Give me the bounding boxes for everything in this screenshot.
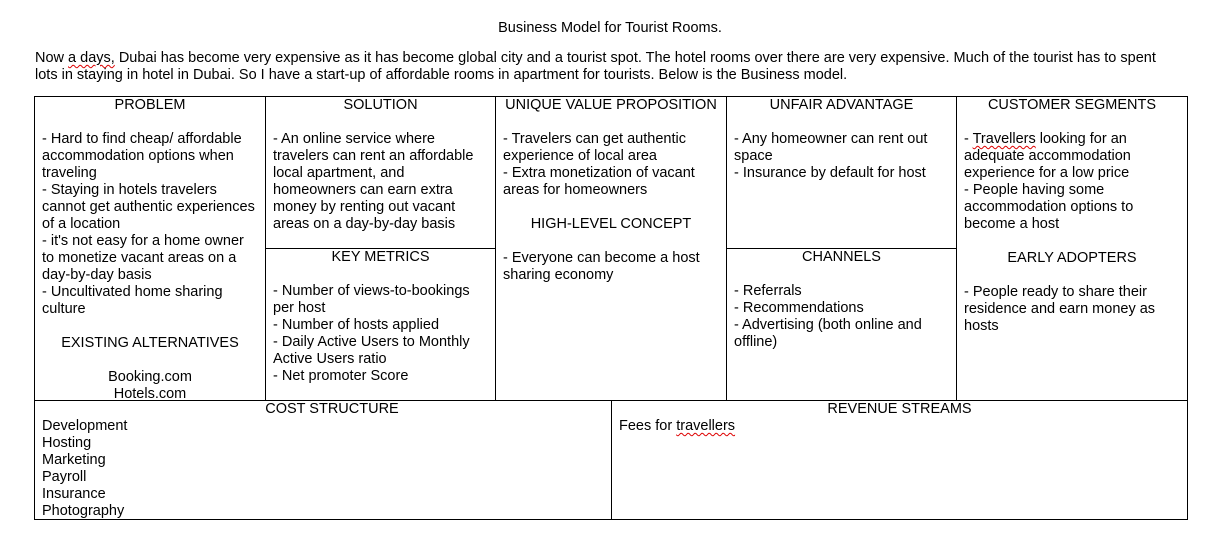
revenue-text: Fees for <box>619 418 677 434</box>
channels-line: offline) <box>734 334 778 350</box>
document-title: Business Model for Tourist Rooms. <box>498 20 722 36</box>
spellcheck-word: travellers <box>676 418 736 434</box>
segments-line: - People having some <box>964 182 1105 198</box>
key-metrics-header: KEY METRICS <box>331 249 430 265</box>
solution-line: areas on a day-by-day basis <box>273 216 456 232</box>
revenue-streams-cell <box>612 401 1187 435</box>
revenue-line <box>619 418 1180 435</box>
cost-item: Photography <box>42 503 125 519</box>
key-metrics-line: - Net promoter Score <box>273 368 409 384</box>
hlc-line: sharing economy <box>503 267 614 283</box>
unfair-advantage-header: UNFAIR ADVANTAGE <box>769 97 914 113</box>
cost-item: Payroll <box>42 469 87 485</box>
early-adopters-line: - People ready to share their <box>964 284 1147 300</box>
unfair-advantage-cell <box>727 97 956 182</box>
intro-text: Now <box>35 50 69 66</box>
segments-text: looking for an <box>1035 131 1127 147</box>
solution-line: - An online service where <box>273 131 435 147</box>
cost-item: Development <box>42 418 128 434</box>
problem-line: culture <box>42 301 86 317</box>
channels-line: - Recommendations <box>734 300 864 316</box>
unfair-line: - Insurance by default for host <box>734 165 926 181</box>
segments-line: become a host <box>964 216 1060 232</box>
key-metrics-line: - Number of views-to-bookings <box>273 283 470 299</box>
cost-structure-header: COST STRUCTURE <box>265 401 399 417</box>
intro-line-2: lots in staying in hotel in Dubai. So I have a start-up of affordable rooms in apartment for tourists. Below is the Business model. <box>35 67 848 83</box>
early-adopters-header: EARLY ADOPTERS <box>1007 250 1137 266</box>
solution-header: SOLUTION <box>343 97 418 113</box>
uvp-line: areas for homeowners <box>503 182 648 198</box>
key-metrics-line: - Number of hosts applied <box>273 317 440 333</box>
intro-text: Dubai has become very expensive as it has become global city and a tourist spot. The hotel rooms over there are very expensive. Much of the tourist has to spent <box>114 50 1156 66</box>
customer-segments-header: CUSTOMER SEGMENTS <box>987 97 1157 113</box>
spellcheck-word: Travellers <box>972 131 1036 147</box>
uvp-line: - Travelers can get authentic <box>503 131 686 147</box>
segments-text: - <box>964 131 973 147</box>
solution-line: money by renting out vacant <box>273 199 456 215</box>
customer-segments-cell <box>957 97 1187 335</box>
problem-line: of a location <box>42 216 121 232</box>
segments-line: adequate accommodation <box>964 148 1131 164</box>
alternative-item: Hotels.com <box>113 386 187 402</box>
channels-line: - Advertising (both online and <box>734 317 922 333</box>
early-adopters-line: residence and earn money as <box>964 301 1156 317</box>
uvp-line: - Extra monetization of vacant <box>503 165 695 181</box>
uvp-header: UNIQUE VALUE PROPOSITION <box>505 97 717 113</box>
key-metrics-line: Active Users ratio <box>273 351 387 367</box>
problem-line: accommodation options when <box>42 148 234 164</box>
unfair-line: - Any homeowner can rent out <box>734 131 928 147</box>
problem-line: - Uncultivated home sharing <box>42 284 223 300</box>
cost-item: Hosting <box>42 435 92 451</box>
problem-line: - Staying in hotels travelers <box>42 182 217 198</box>
problem-line: traveling <box>42 165 97 181</box>
cost-item: Insurance <box>42 486 106 502</box>
segments-line <box>964 131 1180 148</box>
problem-line: - it's not easy for a home owner <box>42 233 244 249</box>
segments-line: experience for a low price <box>964 165 1130 181</box>
alternative-item: Booking.com <box>108 369 192 385</box>
solution-cell <box>266 97 495 233</box>
uvp-line: experience of local area <box>503 148 657 164</box>
problem-cell <box>35 97 265 403</box>
intro-line-1 <box>35 50 1185 67</box>
high-level-concept-header: HIGH-LEVEL CONCEPT <box>530 216 692 232</box>
hlc-line: - Everyone can become a host <box>503 250 700 266</box>
channels-line: - Referrals <box>734 283 802 299</box>
solution-line: local apartment, and <box>273 165 405 181</box>
cost-structure-cell <box>35 401 611 520</box>
cost-item: Marketing <box>42 452 106 468</box>
solution-line: homeowners can earn extra <box>273 182 453 198</box>
spellcheck-word: a days, <box>68 50 115 66</box>
unfair-line: space <box>734 148 773 164</box>
problem-line: day-by-day basis <box>42 267 152 283</box>
problem-header: PROBLEM <box>114 97 186 113</box>
channels-header: CHANNELS <box>802 249 881 265</box>
key-metrics-line: per host <box>273 300 326 316</box>
intro-paragraph <box>35 50 1185 84</box>
early-adopters-line: hosts <box>964 318 999 334</box>
key-metrics-line: - Daily Active Users to Monthly <box>273 334 470 350</box>
solution-line: travelers can rent an affordable <box>273 148 474 164</box>
problem-line: cannot get authentic experiences <box>42 199 255 215</box>
existing-alternatives-header: EXISTING ALTERNATIVES <box>61 335 239 351</box>
uvp-cell <box>496 97 726 284</box>
problem-line: - Hard to find cheap/ affordable <box>42 131 242 147</box>
revenue-streams-header: REVENUE STREAMS <box>827 401 972 417</box>
problem-line: to monetize vacant areas on a <box>42 250 237 266</box>
segments-line: accommodation options to <box>964 199 1134 215</box>
channels-cell <box>727 249 956 351</box>
key-metrics-cell <box>266 249 495 385</box>
